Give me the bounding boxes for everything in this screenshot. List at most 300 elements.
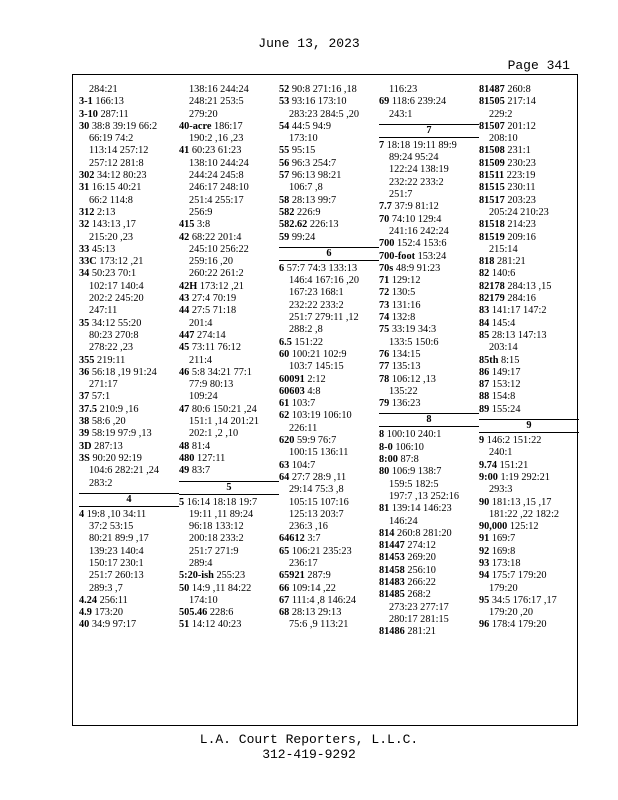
index-entry [279, 349, 379, 361]
page-line-refs: 96:3 254:7 [291, 157, 337, 169]
page-line-refs: 229:2 [489, 108, 513, 120]
index-entry-continuation [479, 342, 579, 354]
index-entry [479, 158, 579, 170]
index-entry-continuation [79, 330, 179, 342]
index-entry [479, 268, 579, 280]
page-line-refs: 169:7 [491, 533, 516, 545]
index-term: 37 [79, 391, 90, 403]
index-entry-continuation [379, 516, 479, 528]
page-line-refs: 83:7 [191, 465, 211, 477]
index-entry [379, 275, 479, 287]
page-line-refs: 2:12 [307, 373, 326, 385]
index-term: 92 [479, 545, 490, 557]
page-line-refs: 266:22 [407, 576, 436, 588]
page-line-refs: 159:5 182:5 [389, 478, 439, 490]
page-line-refs: 293:3 [489, 484, 513, 496]
page-line-refs: 100:10 240:1 [386, 429, 442, 441]
index-entry [279, 158, 379, 170]
index-term: 56 [279, 157, 290, 169]
page-line-refs: 186:17 [213, 120, 243, 132]
index-entry [79, 619, 179, 631]
index-term: 3-1 [79, 96, 93, 108]
index-column-3 [279, 84, 379, 719]
index-term: 5:20-ish [179, 570, 214, 582]
index-term: 53 [279, 96, 290, 108]
index-entry [279, 570, 379, 582]
index-entry [379, 398, 479, 410]
index-entry [379, 442, 479, 454]
index-term: 90 [479, 496, 490, 508]
index-entry-continuation [79, 570, 179, 582]
index-term: 5 [179, 496, 185, 508]
index-entry-continuation [179, 182, 279, 194]
page-line-refs: 27:7 28:9 ,11 [291, 471, 347, 483]
index-entry [79, 391, 179, 403]
footer [0, 732, 618, 762]
index-term: 81505 [479, 96, 505, 108]
page-line-refs: 104:7 [291, 459, 316, 471]
page-line-refs: 90:8 271:16 ,18 [291, 84, 357, 95]
index-entry-continuation [279, 521, 379, 533]
page-line-refs: 90:20 92:19 [92, 452, 142, 464]
page-line-refs: 16:15 40:21 [91, 182, 142, 194]
index-entry [279, 84, 379, 96]
page-line-refs: 100:21 102:9 [291, 348, 347, 360]
page-line-refs: 279:20 [189, 108, 218, 120]
index-entry-continuation [179, 391, 279, 403]
index-term: 50 [179, 582, 190, 594]
page-line-refs: 289:3 ,7 [89, 582, 123, 594]
page-line-refs: 179:20 ,20 [489, 607, 534, 619]
index-term: 447 [179, 329, 195, 341]
index-entry [279, 96, 379, 108]
index-entry [479, 121, 579, 133]
index-entry [479, 533, 579, 545]
section-heading: 6 [279, 248, 379, 261]
index-entry [279, 607, 379, 619]
index-entry [479, 367, 579, 379]
index-entry-continuation [279, 182, 379, 194]
page-line-refs: 203:14 [489, 342, 518, 354]
index-entry-continuation [279, 484, 379, 496]
index-term: 9.74 [479, 459, 498, 471]
page-line-refs: 139:14 146:23 [391, 503, 452, 515]
index-entry [279, 145, 379, 157]
index-entry [179, 281, 279, 293]
index-entry [479, 460, 579, 472]
index-entry-continuation [79, 583, 179, 595]
index-entry [179, 583, 279, 595]
index-entry-continuation [179, 558, 279, 570]
page-line-refs: 236:3 ,16 [289, 521, 328, 533]
index-entry [79, 182, 179, 194]
page-line-refs: 27:4 70:19 [191, 293, 237, 305]
page-line-refs: 197:7 ,13 252:16 [389, 490, 460, 502]
index-entry [379, 238, 479, 250]
index-column-4 [379, 84, 479, 719]
page-line-refs: 288:2 ,8 [289, 324, 323, 336]
page-line-refs: 4:8 [307, 385, 321, 397]
page-line-refs: 109:24 [189, 391, 218, 403]
index-entry [379, 503, 479, 515]
index-entry-continuation [479, 244, 579, 256]
page-line-refs: 283:23 284:5 ,20 [289, 108, 360, 120]
page-line-refs: 28:13 29:13 [291, 607, 342, 619]
index-entry-continuation [179, 379, 279, 391]
page-line-refs: 5:8 34:21 77:1 [191, 366, 252, 378]
index-term: 355 [79, 354, 95, 366]
index-term: 82178 [479, 280, 505, 292]
page-line-refs: 73:11 76:12 [191, 342, 241, 354]
page-line-refs: 77:9 80:13 [189, 379, 234, 391]
page-line-refs: 134:15 [391, 348, 421, 360]
page-line-refs: 66:19 74:2 [89, 133, 134, 145]
page-line-refs: 34:5 176:17 ,17 [491, 594, 557, 606]
index-term: 8:00 [379, 454, 398, 466]
index-entry [479, 379, 579, 391]
index-entry [379, 540, 479, 552]
index-term: 94 [479, 570, 490, 582]
index-entry [379, 96, 479, 108]
page-line-refs: 153:12 [491, 379, 521, 391]
index-entry [79, 404, 179, 416]
page-line-refs: 135:13 [391, 361, 421, 373]
index-entry [379, 577, 479, 589]
index-term: 61 [279, 398, 290, 410]
page-line-refs: 260:8 281:20 [397, 527, 452, 539]
index-entry [79, 268, 179, 280]
index-term: 55 [279, 145, 290, 157]
page-line-refs: 287:11 [100, 108, 129, 120]
index-entry [479, 355, 579, 367]
page-line-refs: 131:16 [391, 299, 421, 311]
index-entry-continuation [179, 256, 279, 268]
index-entry [479, 521, 579, 533]
index-entry [179, 465, 279, 477]
index-term: 88 [479, 391, 490, 403]
page-line-refs: 200:18 233:2 [189, 533, 244, 545]
index-term: 60603 [279, 385, 305, 397]
header-date: June 13, 2023 [258, 36, 360, 51]
page-line-refs: 75:6 ,9 113:21 [289, 619, 349, 631]
index-term: 312 [79, 206, 95, 218]
index-term: 58 [279, 194, 290, 206]
index-term: 415 [179, 219, 195, 231]
index-entry [379, 528, 479, 540]
index-entry [179, 293, 279, 305]
index-entry-continuation [479, 607, 579, 619]
page-line-refs: 273:23 277:17 [389, 601, 449, 613]
page-line-refs: 251:7 279:11 ,12 [289, 312, 359, 324]
index-entry [279, 232, 379, 244]
index-term: 45 [179, 342, 190, 354]
page-line-refs: 143:13 ,17 [91, 219, 136, 231]
page-line-refs: 57:7 74:3 133:13 [286, 262, 358, 274]
index-term: 82179 [479, 293, 505, 305]
index-term: 72 [379, 287, 390, 299]
index-term: 64612 [279, 533, 305, 545]
page-line-refs: 103:7 [291, 398, 316, 410]
index-entry [79, 428, 179, 440]
index-term: 480 [179, 452, 195, 464]
page-line-refs: 247:11 [89, 305, 118, 317]
index-entry [179, 570, 279, 582]
page-line-refs: 245:10 256:22 [189, 243, 249, 255]
index-entry [79, 441, 179, 453]
page-line-refs: 173:12 ,21 [199, 280, 244, 292]
page-line-refs: 256:11 [99, 594, 128, 606]
index-entry [479, 182, 579, 194]
index-entry [479, 497, 579, 509]
page-line-refs: 251:7 271:9 [189, 545, 239, 557]
index-term: 39 [79, 428, 90, 440]
page-line-refs: 241:16 242:24 [389, 225, 449, 237]
index-term: 57 [279, 170, 290, 182]
page-number: Page 341 [507, 58, 570, 73]
page-line-refs: 102:17 140:4 [89, 280, 144, 292]
index-entry [479, 558, 579, 570]
page-line-refs: 80:23 270:8 [89, 329, 139, 341]
index-term: 81518 [479, 219, 505, 231]
page-line-refs: 280:17 281:15 [389, 613, 449, 625]
index-entry [379, 361, 479, 373]
page-line-refs: 152:4 153:6 [397, 238, 447, 250]
index-entry [379, 349, 479, 361]
page-line-refs: 215:20 ,23 [89, 231, 134, 243]
page-line-refs: 230:23 [507, 157, 536, 169]
index-term: 302 [79, 170, 95, 182]
page-line-refs: 34:9 97:17 [91, 619, 137, 631]
index-term: 700-foot [379, 250, 416, 262]
page-line-refs: 284:16 [507, 293, 536, 305]
index-term: 42H [179, 280, 198, 292]
page-line-refs: 74:10 129:4 [391, 213, 442, 225]
page-line-refs: 230:11 [507, 182, 536, 194]
index-entry [479, 330, 579, 342]
footer-company: L.A. Court Reporters, L.L.C. [199, 732, 419, 747]
index-term: 51 [179, 619, 190, 631]
index-entry-continuation [479, 109, 579, 121]
index-entry-continuation [179, 244, 279, 256]
index-entry [379, 287, 479, 299]
index-term: 33C [79, 256, 97, 268]
index-term: 96 [479, 619, 490, 631]
page-line-refs: 95:15 [291, 145, 316, 157]
page-line-refs: 87:8 [400, 454, 419, 466]
index-term: 83 [479, 305, 490, 317]
index-entry [279, 435, 379, 447]
index-entry-continuation [179, 84, 279, 96]
index-term: 814 [379, 527, 395, 539]
index-entry-continuation [279, 133, 379, 145]
index-entry [479, 619, 579, 631]
page-line-refs: 240:1 [489, 447, 513, 459]
section-heading: 4 [79, 494, 179, 507]
page-line-refs: 259:16 ,20 [189, 256, 234, 268]
index-entry [79, 170, 179, 182]
index-entry [279, 121, 379, 133]
index-term: 8 [379, 429, 385, 441]
section-heading: 7 [379, 125, 479, 138]
index-entry [79, 367, 179, 379]
index-term: 3D [79, 440, 92, 452]
index-entry [479, 170, 579, 182]
index-term: 37.5 [79, 403, 98, 415]
index-entry-continuation [479, 484, 579, 496]
index-entry [479, 391, 579, 403]
page-line-refs: 181:22 ,22 182:2 [489, 508, 560, 520]
index-entry [379, 374, 479, 386]
index-term: 4.9 [79, 607, 92, 619]
index-term: 620 [279, 435, 295, 447]
page-line-refs: 132:8 [391, 312, 416, 324]
index-term: 33 [79, 243, 90, 255]
index-entry [379, 300, 479, 312]
index-term: 77 [379, 361, 390, 373]
page-line-refs: 226:13 [309, 219, 339, 231]
index-entry [279, 546, 379, 558]
page-line-refs: 19:11 ,11 89:24 [189, 508, 254, 520]
index-entry [379, 263, 479, 275]
page-line-refs: 287:9 [307, 570, 331, 582]
index-term: 69 [379, 96, 390, 108]
page-line-refs: 60:23 61:23 [191, 145, 242, 157]
page-line-refs: 106:10 [395, 441, 424, 453]
index-term: 81447 [379, 540, 405, 552]
index-entry [479, 404, 579, 416]
page-line-refs: 50:23 70:1 [91, 268, 137, 280]
index-term: 91 [479, 533, 490, 545]
page-line-refs: 146:2 151:22 [486, 435, 542, 447]
page-line-refs: 103:19 106:10 [291, 410, 352, 422]
index-entry-continuation [479, 447, 579, 459]
page-line-refs: 201:12 [507, 120, 536, 132]
index-entry-continuation [379, 189, 479, 201]
index-entry-continuation [179, 355, 279, 367]
page-line-refs: 278:22 ,23 [89, 342, 134, 354]
index-term: 7.7 [379, 201, 392, 213]
index-term: 85 [479, 329, 490, 341]
page-line-refs: 214:23 [507, 219, 536, 231]
index-entry [79, 595, 179, 607]
page-line-refs: 118:6 239:24 [391, 96, 447, 108]
index-term: 93 [479, 557, 490, 569]
index-term: 90,000 [479, 521, 508, 533]
index-entry-continuation [379, 614, 479, 626]
index-entry-continuation [379, 226, 479, 238]
page-line-refs: 271:17 [89, 379, 118, 391]
index-term: 52 [279, 84, 290, 95]
index-entry-continuation [79, 478, 179, 490]
index-term: 89 [479, 403, 490, 415]
page-line-refs: 243:1 [389, 108, 413, 120]
index-term: 8-0 [379, 441, 393, 453]
index-entry [479, 305, 579, 317]
index-term: 95 [479, 594, 490, 606]
index-entry [179, 342, 279, 354]
index-entry-continuation [179, 428, 279, 440]
page-line-refs: 109:14 ,22 [291, 582, 336, 594]
page-line-refs: 136:23 [391, 398, 421, 410]
index-entry [479, 219, 579, 231]
page-line-refs: 2:13 [97, 206, 116, 218]
index-term: 4.24 [79, 594, 98, 606]
page-line-refs: 116:23 [389, 84, 418, 95]
index-entry-continuation [279, 275, 379, 287]
page-line-refs: 226:9 [297, 206, 321, 218]
index-term: 63 [279, 459, 290, 471]
page-line-refs: 151:22 [294, 336, 324, 348]
page-line-refs: 33:19 34:3 [391, 324, 437, 336]
index-entry [279, 595, 379, 607]
index-term: 81507 [479, 120, 505, 132]
index-term: 81 [379, 503, 390, 515]
page-line-refs: 29:14 75:3 ,8 [289, 484, 344, 496]
index-entry-continuation [179, 170, 279, 182]
index-entry [479, 570, 579, 582]
page-line-refs: 232:22 233:2 [389, 176, 444, 188]
section-heading: 9 [479, 420, 579, 433]
index-entry-continuation [79, 533, 179, 545]
index-entry-continuation [379, 84, 479, 96]
page-line-refs: 251:7 260:13 [89, 570, 144, 582]
page-line-refs: 283:2 [89, 477, 113, 489]
page-line-refs: 89:24 95:24 [389, 152, 439, 164]
index-entry [479, 84, 579, 96]
index-entry [479, 232, 579, 244]
index-term: 81486 [379, 626, 405, 638]
index-term: 9 [479, 435, 485, 447]
index-entry-continuation [279, 361, 379, 373]
page-line-refs: 205:24 210:23 [489, 206, 549, 218]
page-line-refs: 138:16 244:24 [189, 84, 249, 95]
page-line-refs: 209:16 [507, 231, 536, 243]
index-term: 9:00 [479, 471, 498, 483]
index-entry-continuation [179, 133, 279, 145]
index-entry-continuation [279, 558, 379, 570]
page-line-refs: 231:1 [507, 145, 531, 157]
index-entry [479, 96, 579, 108]
index-entry [279, 583, 379, 595]
page-line-refs: 190:2 ,16 ,23 [189, 133, 244, 145]
index-entry-continuation [179, 109, 279, 121]
page-line-refs: 173:18 [491, 557, 521, 569]
index-term: 60 [279, 348, 290, 360]
index-term: 79 [379, 398, 390, 410]
page-line-refs: 284:13 ,15 [507, 280, 552, 292]
index-entry-continuation [79, 84, 179, 96]
index-entry [179, 330, 279, 342]
index-entry-continuation [79, 342, 179, 354]
page-line-refs: 175:7 179:20 [491, 570, 547, 582]
index-term: 82 [479, 268, 490, 280]
page-line-refs: 146:24 [389, 515, 418, 527]
index-term: 35 [79, 317, 90, 329]
index-column-5 [479, 84, 579, 719]
index-entry-continuation [79, 546, 179, 558]
page-line-refs: 68:22 201:4 [191, 231, 242, 243]
index-term: 3-10 [79, 108, 98, 120]
index-entry [479, 195, 579, 207]
index-entry [179, 367, 279, 379]
index-term: 4 [79, 508, 85, 520]
page-line-refs: 173:12 ,21 [99, 256, 144, 268]
page-line-refs: 150:17 230:1 [89, 557, 144, 569]
index-entry [379, 552, 479, 564]
page-line-refs: 81:4 [191, 440, 211, 452]
index-entry [379, 454, 479, 466]
page-line-refs: 133:5 150:6 [389, 336, 439, 348]
